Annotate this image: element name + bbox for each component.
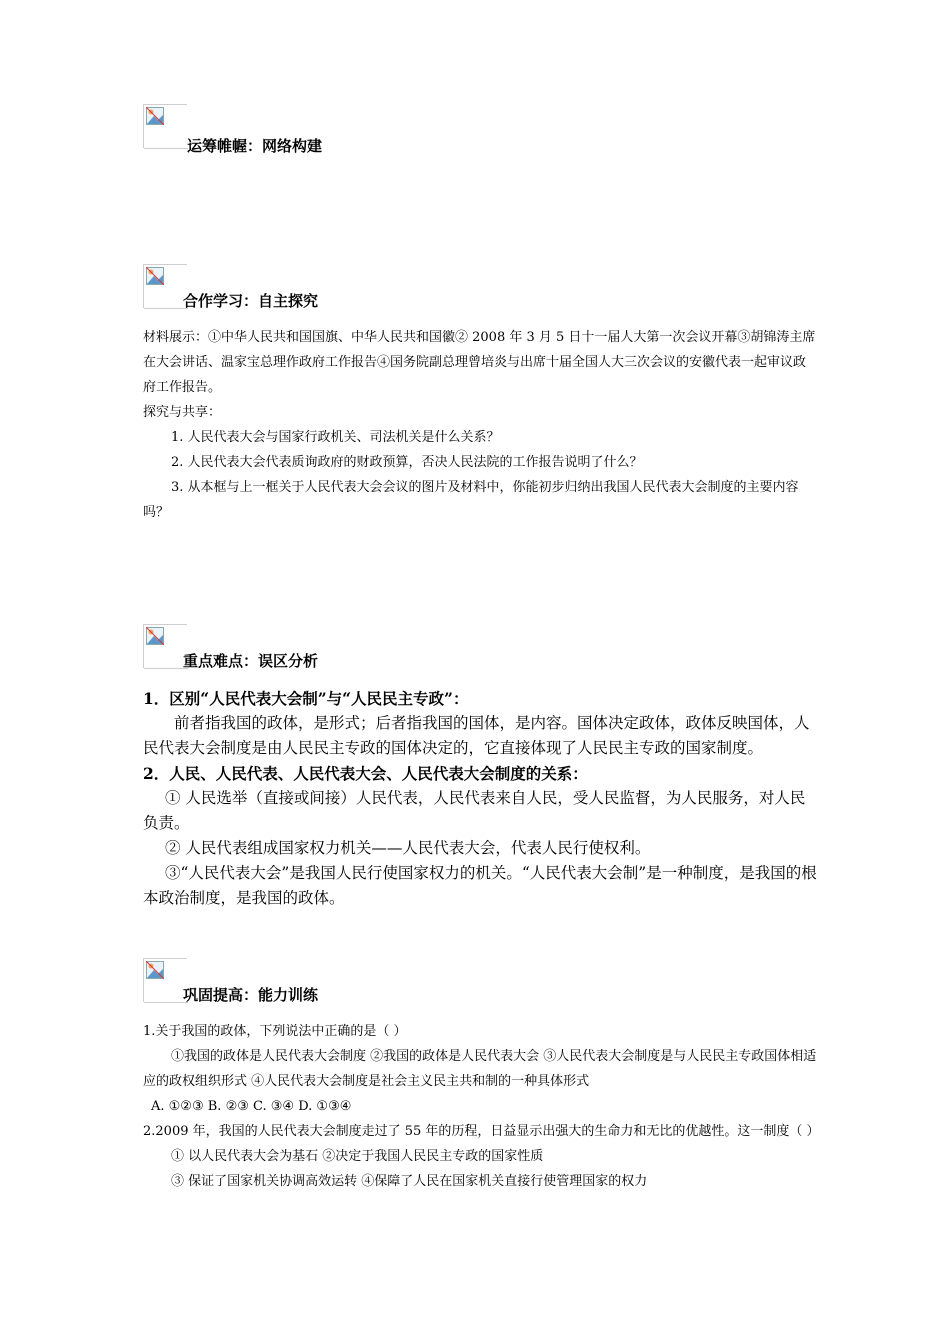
exercise-1-options: ①我国的政体是人民代表大会制度 ②我国的政体是人民代表大会 ③人民代表大会制度是与人民民主专政国体相适应的政权组织形式 ④人民代表大会制度是社会主义民主共和制的一种具体形式 xyxy=(143,1049,817,1089)
broken-image-icon xyxy=(143,264,187,308)
section-heading-cooperative: 合作学习：自主探究 xyxy=(183,292,319,310)
explore-label: 探究与共享： xyxy=(143,405,222,420)
question-3: 3. 从本框与上一框关于人民代表大会会议的图片及材料中，你能初步归纳出我国人民代表大会制度的主要内容吗？ xyxy=(143,480,799,520)
broken-image-icon xyxy=(143,958,187,1002)
exercise-1-choices: A. ①②③ B. ②③ C. ③④ D. ①③④ xyxy=(151,1099,352,1114)
analysis-point-2-item-2: ② 人民代表组成国家权力机关——人民代表大会，代表人民行使权利。 xyxy=(165,839,651,857)
analysis-point-2-item-1: ① 人民选举（直接或间接）人民代表，人民代表来自人民，受人民监督，为人民服务，对人民负责。 xyxy=(143,789,806,832)
exercise-2-stem: 2.2009 年，我国的人民代表大会制度走过了 55 年的历程，日益显示出强大的生命力和无比的优越性。这一制度（ ） xyxy=(143,1124,820,1139)
analysis-content xyxy=(143,686,818,911)
exercise-1-stem: 1.关于我国的政体，下列说法中正确的是（ ） xyxy=(143,1024,407,1039)
analysis-point-1-title: 1．区别“人民代表大会制”与“人民民主专政”： xyxy=(143,689,469,708)
exercise-2-line-2: ③ 保证了国家机关协调高效运转 ④保障了人民在国家机关直接行使管理国家的权力 xyxy=(171,1174,648,1189)
section-heading-exercises: 巩固提高：能力训练 xyxy=(183,986,319,1004)
material-text: 材料展示：①中华人民共和国国旗、中华人民共和国徽② 2008 年 3 月 5 日十一届人大第一次会议开幕③胡锦涛主席在大会讲话、温家宝总理作政府工作报告④国务院副总理曾培炎与出席十届全国人大三次会议的安徽代表一起审议政府工作报告。 xyxy=(143,330,816,395)
broken-image-icon xyxy=(143,624,187,668)
section-heading-network: 运筹帷幄：网络构建 xyxy=(187,137,323,155)
cooperative-content xyxy=(143,325,818,525)
exercise-2-line-1: ① 以人民代表大会为基石 ②决定于我国人民民主专政的国家性质 xyxy=(171,1149,544,1164)
question-1: 1. 人民代表大会与国家行政机关、司法机关是什么关系？ xyxy=(171,430,500,445)
broken-image-icon xyxy=(143,104,187,148)
exercises-content xyxy=(143,1019,818,1194)
section-heading-analysis: 重点难点：误区分析 xyxy=(183,652,319,670)
analysis-point-1-body: 前者指我国的政体，是形式；后者指我国的国体，是内容。国体决定政体，政体反映国体，人民代表大会制度是由人民民主专政的国体决定的，它直接体现了人民民主专政的国家制度。 xyxy=(143,714,810,757)
question-2: 2. 人民代表大会代表质询政府的财政预算，否决人民法院的工作报告说明了什么？ xyxy=(171,455,643,470)
analysis-point-2-item-3: ③“人民代表大会”是我国人民行使国家权力的机关。“人民代表大会制”是一种制度，是我国的根本政治制度，是我国的政体。 xyxy=(143,864,817,907)
analysis-point-2-title: 2．人民、人民代表、人民代表大会、人民代表大会制度的关系： xyxy=(143,764,588,783)
